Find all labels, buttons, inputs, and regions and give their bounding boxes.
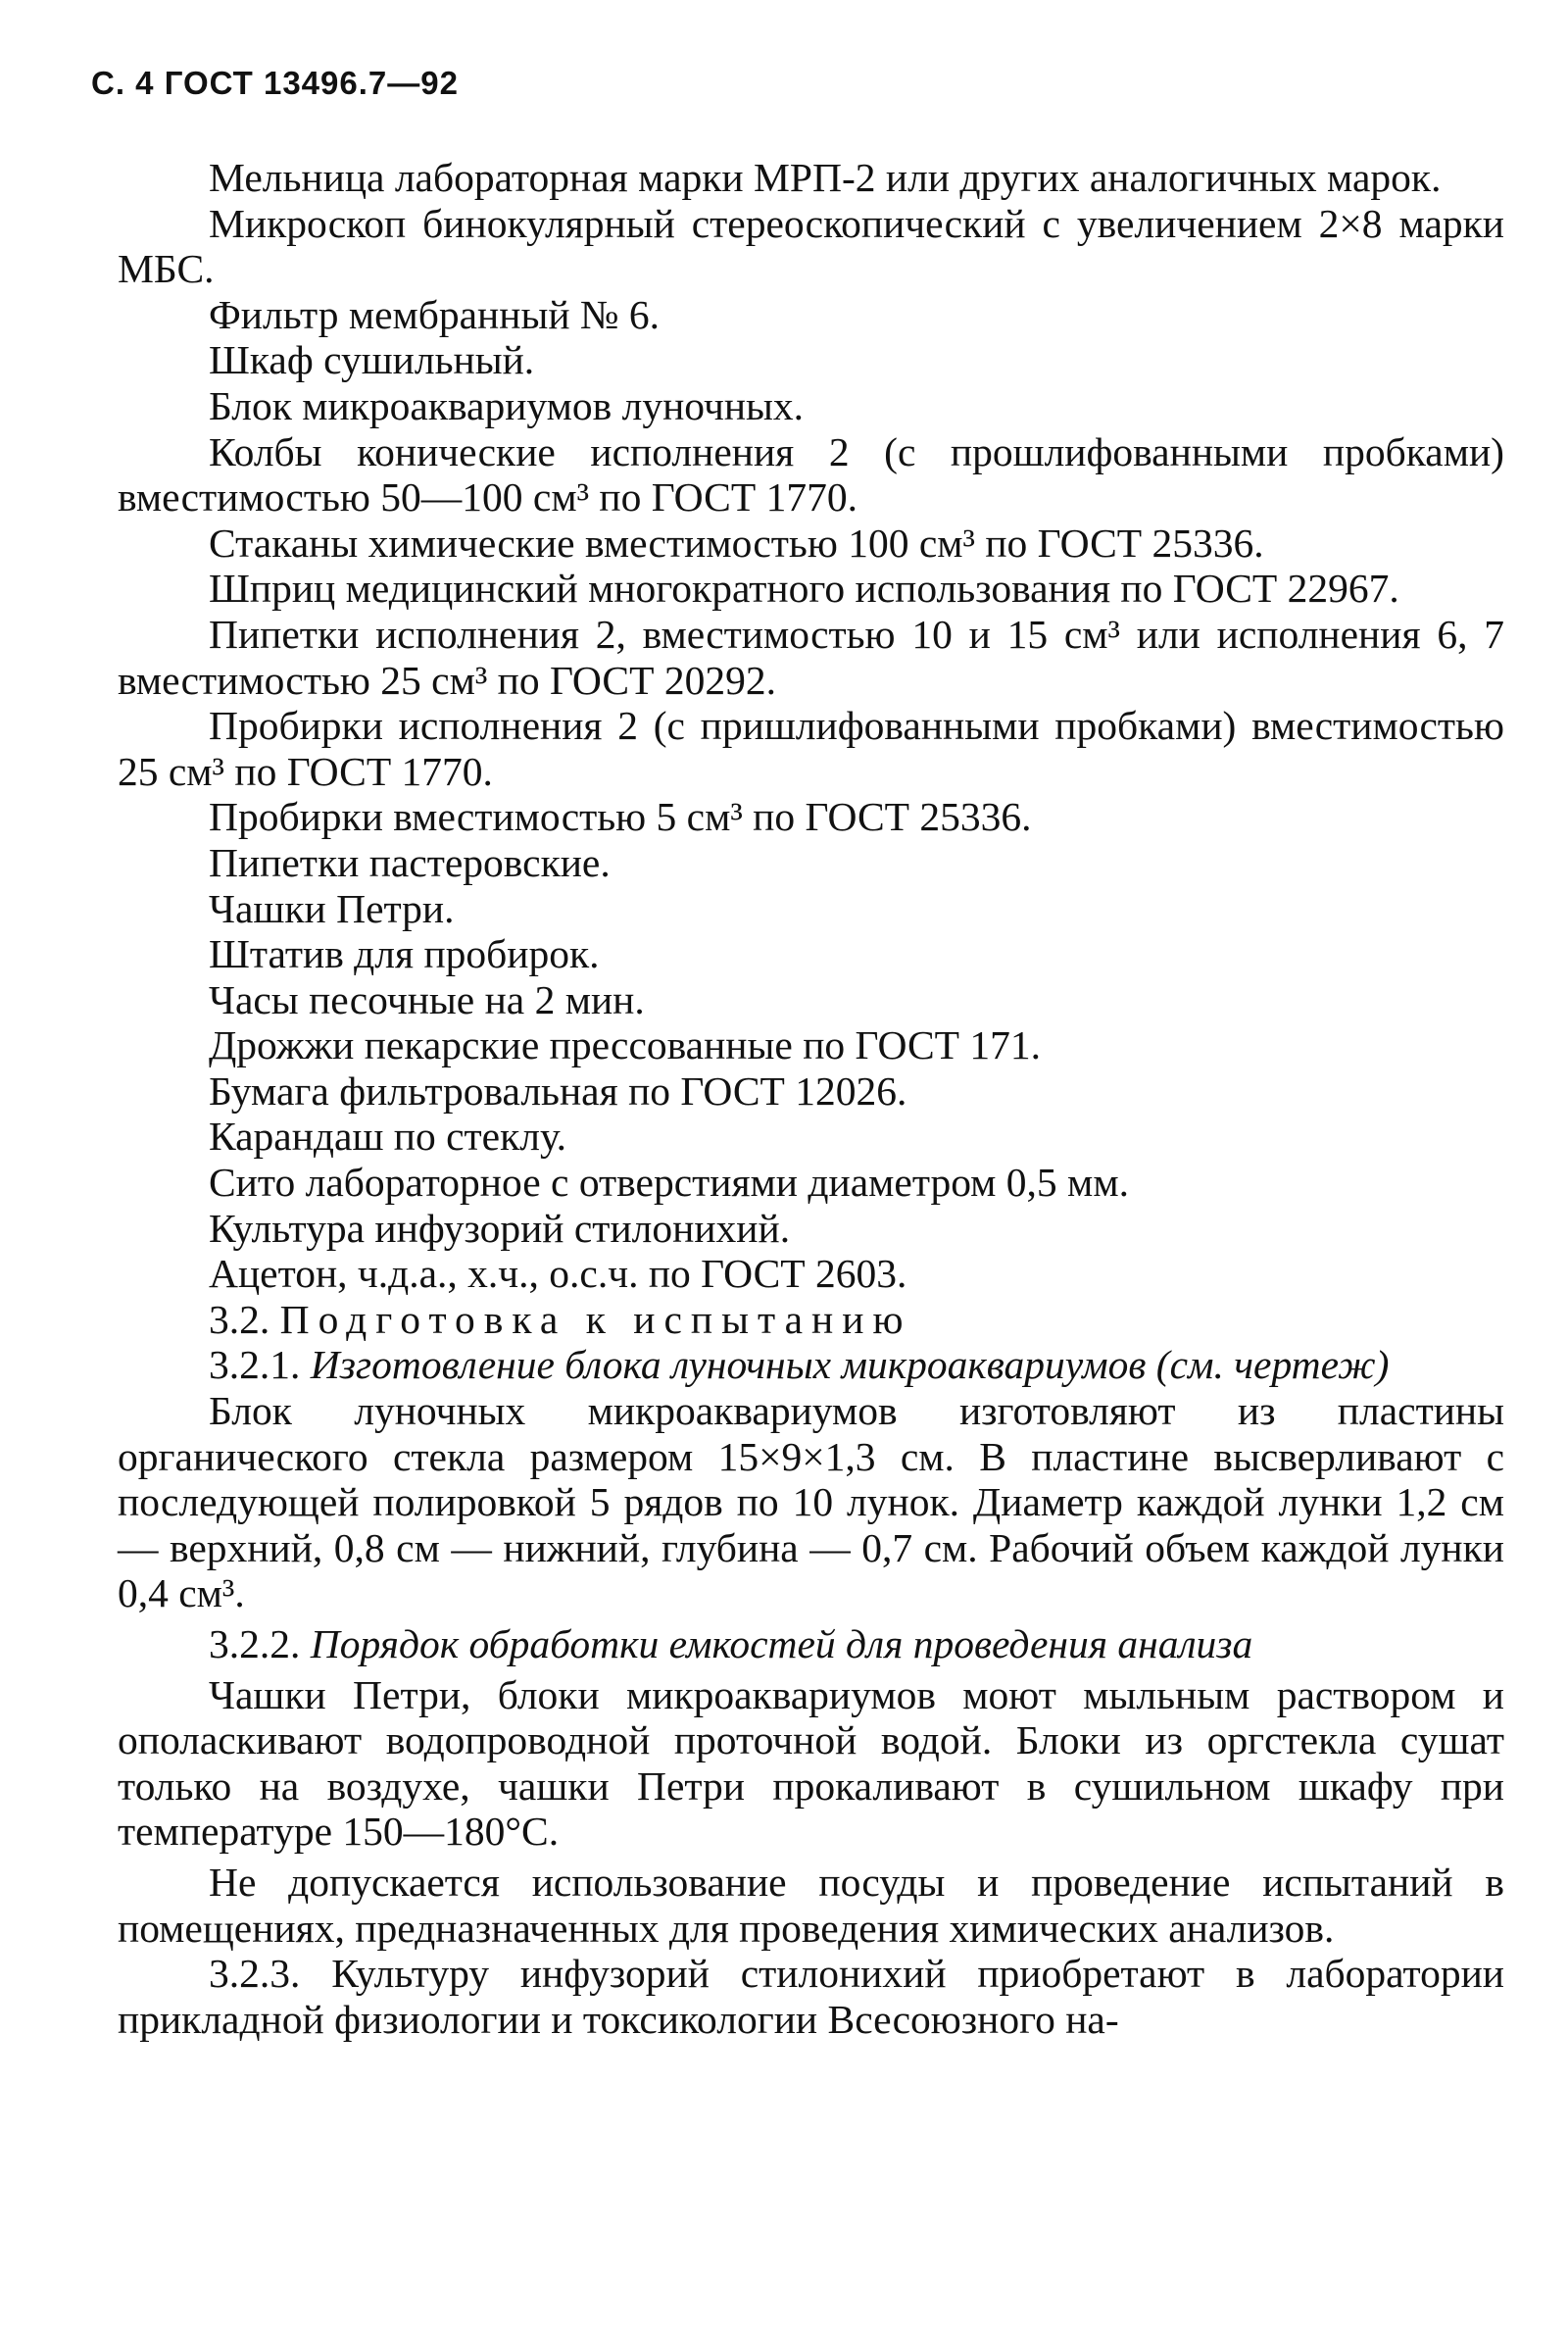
paragraph: Пробирки исполнения 2 (с пришлифованными пробками) вместимостью 25 см³ по ГОСТ 1770. (118, 703, 1504, 794)
paragraph: Колбы конические исполнения 2 (с прошлифованными пробками) вместимостью 50—100 см³ по ГОСТ 1770. (118, 428, 1504, 521)
paragraph: Стаканы химические вместимостью 100 см³ по ГОСТ 25336. (209, 520, 1264, 566)
section-title: Подготовка к испытанию (279, 1296, 912, 1342)
section-heading (118, 1297, 1504, 1343)
subsection-number: 3.2.2. (209, 1621, 301, 1666)
paragraph: Мельница лабораторная марки МРП-2 или других аналогичных марок. (209, 155, 1442, 200)
paragraph: Блок луночных микроаквариумов изготовляют из пластины органического стекла размером 15×9×1,3 см. В пластине высверливают с последующей полировкой 5 рядов по 10 лунок. Диаметр каждой лунки 1,2 см — верхний, 0,8 см — нижний, глубина — 0,7 см. Рабочий объем каждой лунки 0,4 см³. (118, 1388, 1504, 1616)
section-number: 3.2. (209, 1296, 270, 1342)
subsection-number: 3.2.1. (209, 1342, 301, 1388)
paragraph: Чашки Петри, блоки микроаквариумов моют мыльным раствором и ополаскивают водопроводной проточной водой. Блоки из оргстекла сушат только на воздухе, чашки Петри прокаливают в сушильном шкафу при температуре 150—180°С. (118, 1671, 1504, 1855)
paragraph: Часы песочные на 2 мин. (209, 976, 645, 1022)
paragraph: Дрожжи пекарские прессованные по ГОСТ 171. (209, 1022, 1041, 1068)
paragraph: Шкаф сушильный. (209, 337, 535, 383)
paragraph: Микроскоп бинокулярный стереоскопический с увеличением 2×8 марки МБС. (118, 200, 1504, 292)
paragraph: Чашки Петри. (209, 885, 455, 931)
paragraph: Пипетки исполнения 2, вместимостью 10 и 15 см³ или исполнения 6, 7 вместимостью 25 см³ по ГОСТ 20292. (118, 611, 1504, 703)
document-body (118, 155, 1504, 2042)
paragraph: Не допускается использование посуды и проведение испытаний в помещениях, предназначенных для проведения химических анализов. (118, 1859, 1504, 1951)
page-header: С. 4 ГОСТ 13496.7—92 (91, 65, 459, 101)
paragraph: Пробирки вместимостью 5 см³ по ГОСТ 25336. (209, 794, 1032, 840)
subsection-title: Изготовление блока луночных микроаквариумов (см. чертеж) (310, 1342, 1390, 1388)
paragraph: Фильтр мембранный № 6. (209, 291, 661, 337)
paragraph: Бумага фильтровальная по ГОСТ 12026. (209, 1067, 907, 1114)
subsection-heading (118, 1342, 1504, 1388)
subsection-title: Порядок обработки емкостей для проведения анализа (310, 1621, 1253, 1666)
paragraph: Пипетки пастеровские. (209, 839, 611, 885)
paragraph: Карандаш по стеклу. (209, 1114, 566, 1160)
subsection-number: 3.2.3. (209, 1951, 301, 1997)
paragraph: Сито лабораторное с отверстиями диаметром 0,5 мм. (209, 1160, 1129, 1206)
subsection-heading (118, 1621, 1504, 1667)
paragraph-text: Культуру инфузорий стилонихий приобретают в лаборатории прикладной физиологии и токсикологии Всесоюзного на- (118, 1951, 1504, 2042)
paragraph: Культура инфузорий стилонихий. (209, 1205, 791, 1251)
paragraph: Штатив для пробирок. (209, 931, 600, 977)
paragraph: Шприц медицинский многократного использования по ГОСТ 22967. (209, 566, 1399, 612)
paragraph: Блок микроаквариумов луночных. (209, 382, 805, 428)
paragraph: Ацетон, ч.д.а., х.ч., о.с.ч. по ГОСТ 2603. (209, 1251, 907, 1297)
paragraph (118, 1951, 1504, 2042)
